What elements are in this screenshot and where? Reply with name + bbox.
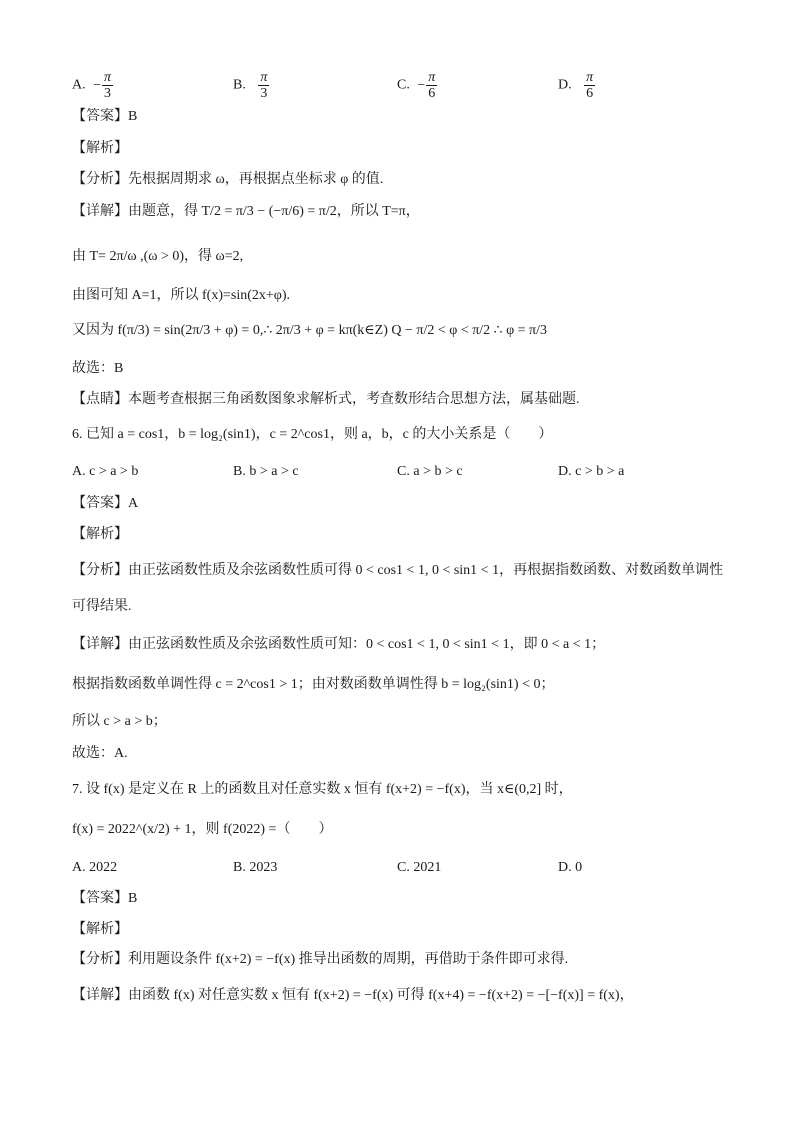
q6-option-b: B. b > a > c bbox=[233, 464, 299, 479]
q5-option-c: C. − $\frac{\pi}{6}$ bbox=[397, 70, 438, 101]
q5-line3: 由图可知 A=1，所以 f(x)=sin(2x+φ). bbox=[72, 288, 291, 303]
q5-option-a: A. − $\frac{\pi}{3}$ bbox=[72, 70, 114, 101]
q6-line2: 根据指数函数单调性得 c = 2^cos1 > 1；由对数函数单调性得 b = log₂(sin1) < 0； bbox=[72, 677, 555, 692]
q5-line4: 又因为 f(π/3) = sin(2π/3 + φ) = 0,∴ 2π/3 + φ = kπ(k∈Z) Q − π/2 < φ < π/2 ∴ φ = π/3 bbox=[72, 323, 548, 338]
q7-stem-cont: f(x) = 2022^(x/2) + 1，则 f(2022) =（ ） bbox=[72, 822, 333, 837]
q5-xiangjie: 【详解】由题意，得 T/2 = π/3 − (−π/6) = π/2，所以 T=π， bbox=[72, 204, 420, 219]
q7-option-c: C. 2021 bbox=[397, 860, 442, 875]
q7-xiangjie: 【详解】由函数 f(x) 对任意实数 x 恒有 f(x+2) = −f(x) 可得 f(x+4) = −f(x+2) = −[−f(x)] = f(x)， bbox=[72, 988, 634, 1003]
q5-answer: 【答案】B bbox=[72, 109, 138, 124]
q5-option-a-value: − $\frac{\pi}{3}$ bbox=[93, 70, 112, 101]
q6-fenxi: 【分析】由正弦函数性质及余弦函数性质可得 0 < cos1 < 1, 0 < sin1 < 1，再根据指数函数、对数函数单调性 bbox=[72, 563, 724, 578]
q6-option-c: C. a > b > c bbox=[397, 464, 463, 479]
q6-option-a: A. c > a > b bbox=[72, 464, 139, 479]
q6-jiexi-heading: 【解析】 bbox=[72, 527, 128, 542]
q6-stem: 6. 已知 a = cos1，b = log₂(sin1)，c = 2^cos1，则 a，b，c 的大小关系是（ ） bbox=[72, 427, 553, 442]
q5-option-c-value: − $\frac{\pi}{6}$ bbox=[417, 70, 436, 101]
q5-option-b-value: $\frac{\pi}{3}$ bbox=[260, 70, 268, 101]
q5-line2: 由 T= 2π/ω ,(ω > 0)，得 ω=2, bbox=[72, 249, 244, 264]
q6-option-d: D. c > b > a bbox=[558, 464, 625, 479]
q7-fenxi: 【分析】利用题设条件 f(x+2) = −f(x) 推导出函数的周期，再借助于条件即可求得. bbox=[72, 952, 569, 967]
q6-line3: 所以 c > a > b； bbox=[72, 714, 167, 729]
q7-option-a: A. 2022 bbox=[72, 860, 118, 875]
q5-fenxi: 【分析】先根据周期求 ω，再根据点坐标求 φ 的值. bbox=[72, 172, 384, 187]
q5-option-d: D. $\frac{\pi}{6}$ bbox=[558, 70, 596, 101]
q7-option-b: B. 2023 bbox=[233, 860, 278, 875]
q7-jiexi-heading: 【解析】 bbox=[72, 922, 128, 937]
q5-jiexi-heading: 【解析】 bbox=[72, 141, 128, 156]
q6-choose: 故选：A. bbox=[72, 746, 128, 761]
q6-xiangjie: 【详解】由正弦函数性质及余弦函数性质可知：0 < cos1 < 1, 0 < sin1 < 1，即 0 < a < 1； bbox=[72, 637, 606, 652]
q6-answer: 【答案】A bbox=[72, 496, 139, 511]
q7-option-d: D. 0 bbox=[558, 860, 583, 875]
q7-stem: 7. 设 f(x) 是定义在 R 上的函数且对任意实数 x 恒有 f(x+2) = −f(x)，当 x∈(0,2] 时， bbox=[72, 782, 573, 797]
q5-choose: 故选：B bbox=[72, 361, 124, 376]
q5-option-d-value: $\frac{\pi}{6}$ bbox=[586, 70, 594, 101]
q7-answer: 【答案】B bbox=[72, 891, 138, 906]
q6-fenxi-cont: 可得结果. bbox=[72, 599, 132, 614]
q5-dianjing: 【点睛】本题考查根据三角函数图象求解析式，考查数形结合思想方法，属基础题. bbox=[72, 392, 580, 407]
q5-option-b: B. $\frac{\pi}{3}$ bbox=[233, 70, 270, 101]
